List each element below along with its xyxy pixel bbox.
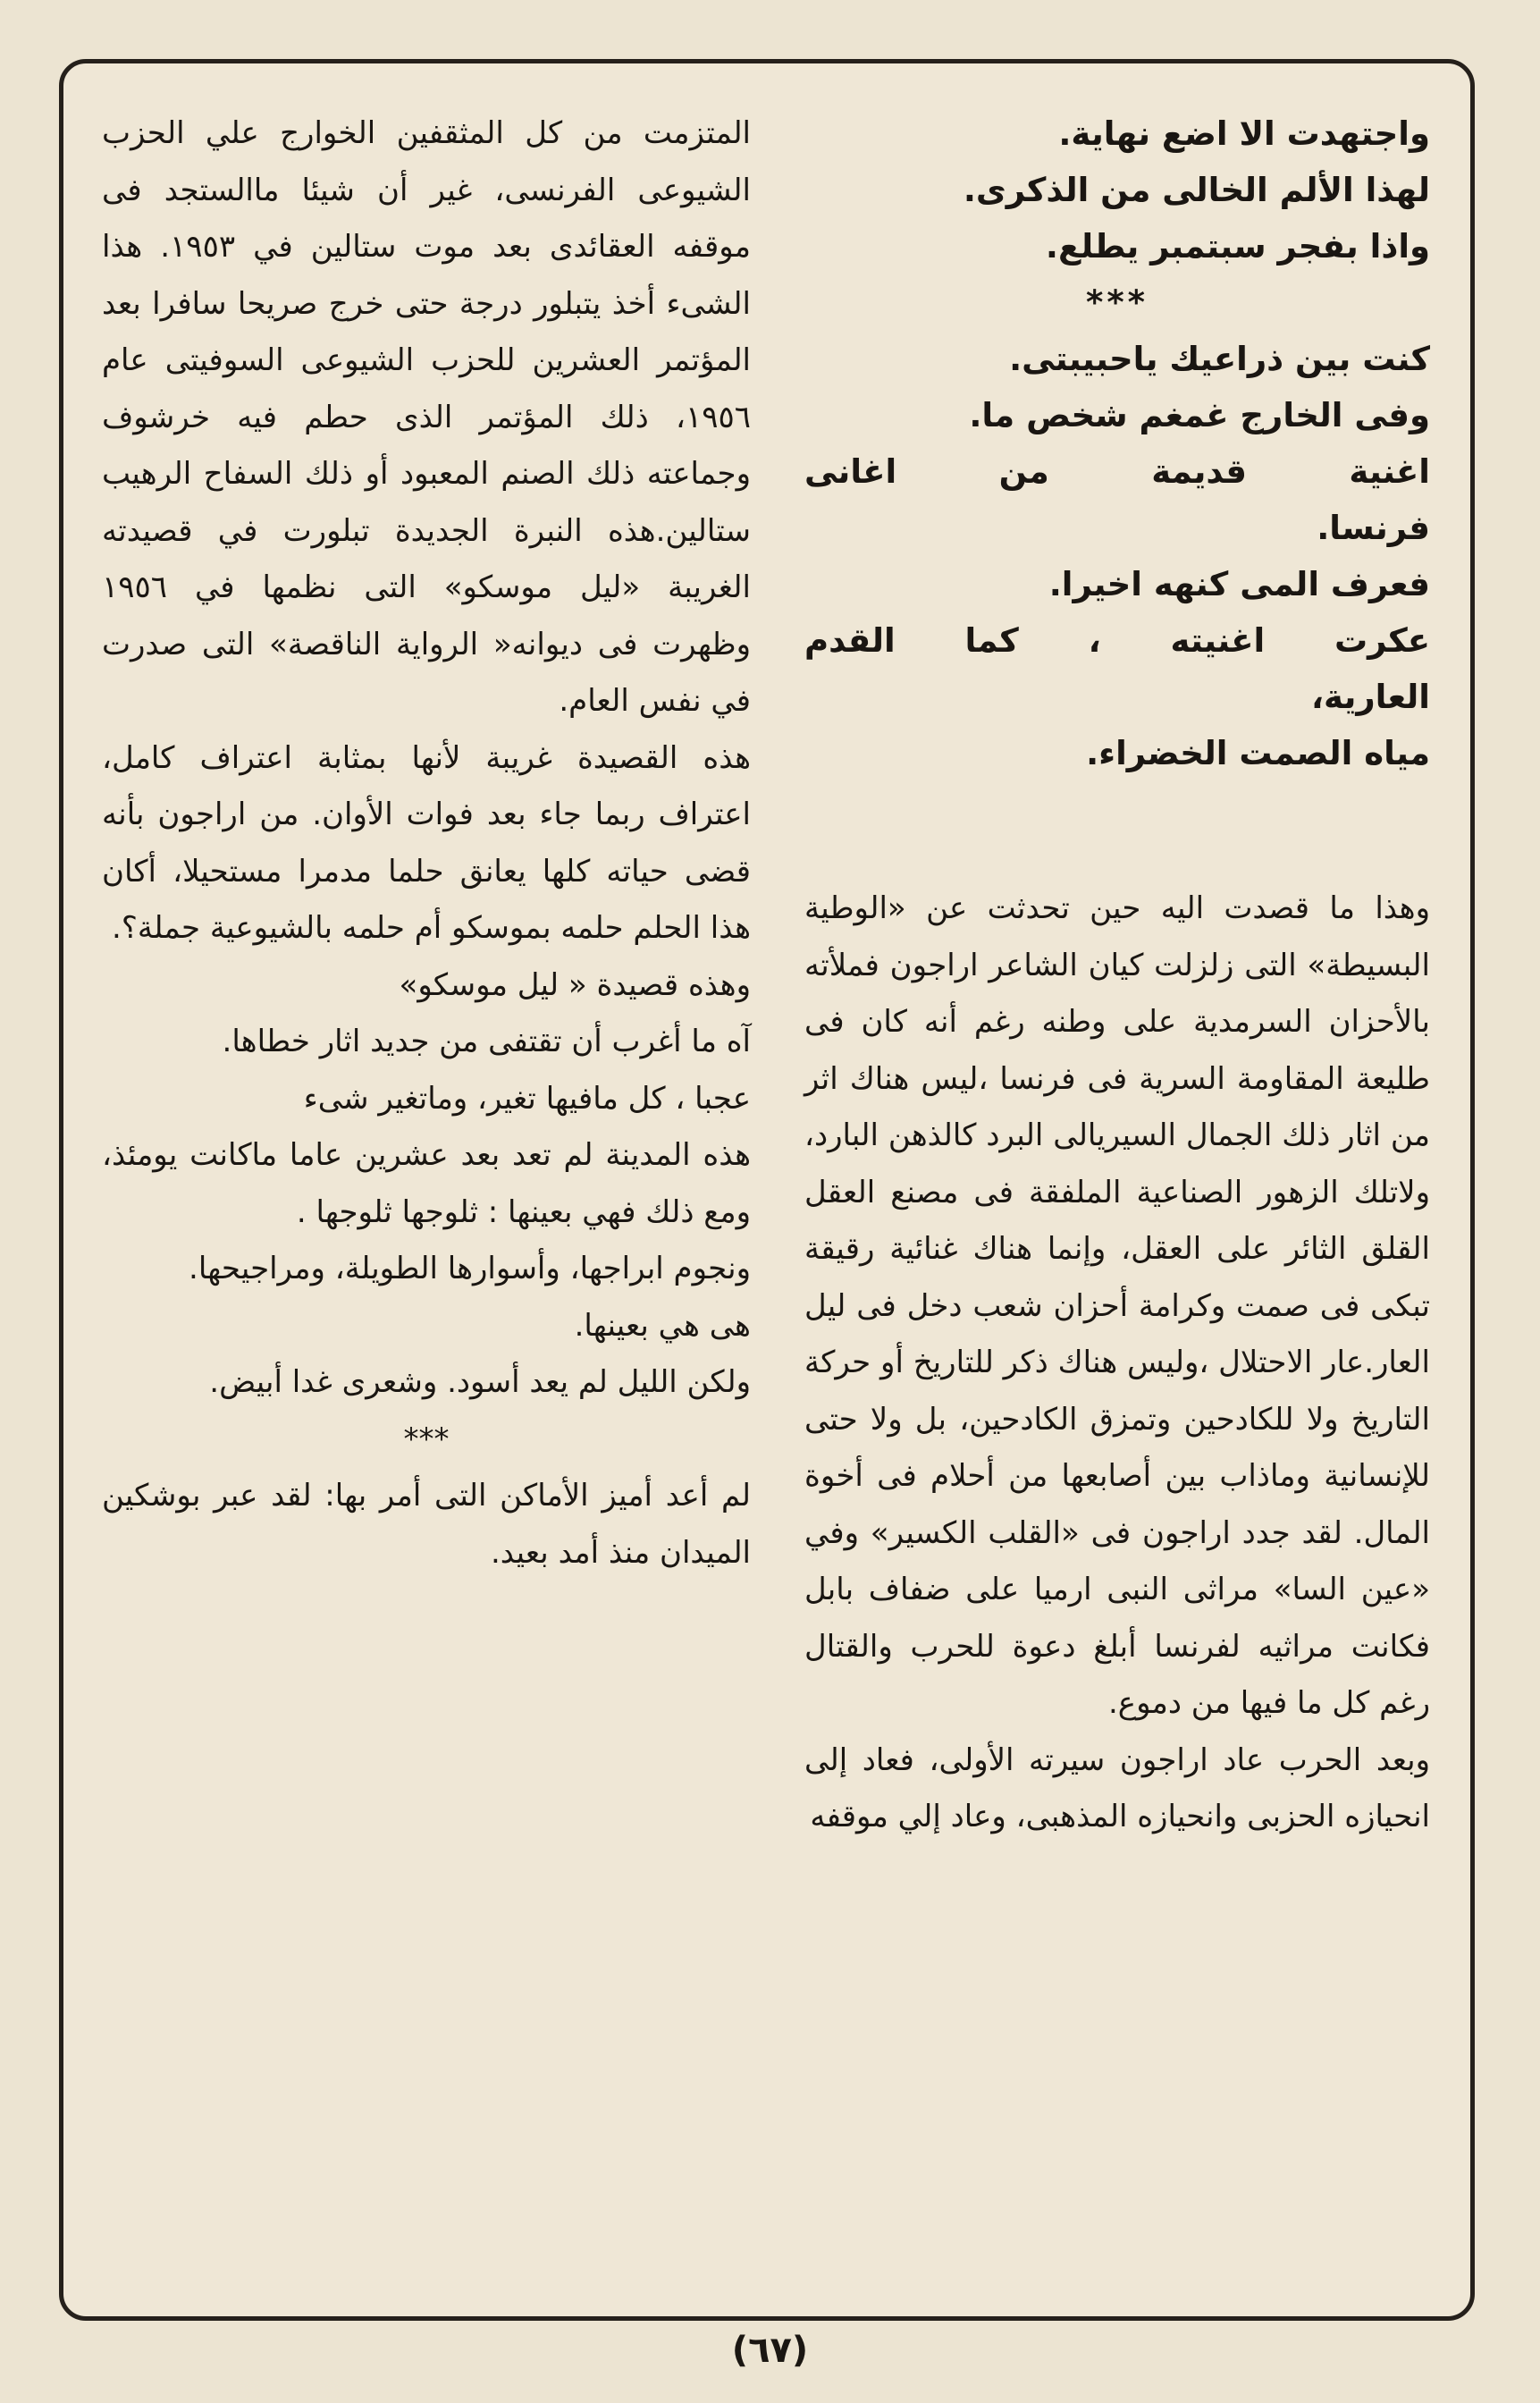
- stanza-separator: ***: [403, 1421, 450, 1457]
- paragraph: وبعد الحرب عاد اراجون سيرته الأولى، فعاد إلى انحيازه الحزبى وانحيازه المذهبى، وعاد إلي موقفه: [804, 1741, 1430, 1834]
- poem-title: وهذه قصيدة « ليل موسكو»: [399, 966, 751, 1003]
- paragraph: المتزمت من كل المثقفين الخوارج علي الحزب الشيوعى الفرنسى، غير أن شيئا ماالستجد فى موقفه العقائدى بعد موت ستالين في ١٩٥٣. هذا الشىء أخذ يتبلور درجة حتى خرج صريحا سافرا بعد المؤتمر العشرين للحزب الشيوعى السوفيتى عام ١٩٥٦، ذلك المؤتمر الذى حطم فيه خرشوف وجماعته ذلك الصنم المعبود أو ذلك السفاح الرهيب ستالين.هذه النبرة الجديدة تبلورت في قصيدته الغريبة «ليل موسكو» التى نظمها في ١٩٥٦ وظهرت فى ديوانه« الرواية الناقصة» التى صدرت في نفس العام.: [102, 115, 751, 719]
- poem-column: [804, 105, 1430, 781]
- poem-line: عجبا ، كل مافيها تغير، وماتغير شىء: [303, 1080, 751, 1117]
- poem-line: هى هي بعينها.: [574, 1307, 751, 1344]
- stanza-separator: ***: [1085, 283, 1149, 322]
- poem-line: آه ما أغرب أن تقتفى من جديد اثار خطاها.: [222, 1024, 751, 1059]
- poem-line: عكرت اغنيته ، كما القدم: [804, 621, 1430, 660]
- poem-line: فرنسا.: [1317, 509, 1430, 547]
- poem-line: كنت بين ذراعيك ياحبيبتى.: [1009, 340, 1430, 378]
- poem-line: هذه المدينة لم تعد بعد عشرين عاما ماكانت يومئذ، ومع ذلك فهي بعينها : ثلوجها ثلوجها .: [102, 1137, 751, 1230]
- poem-line: وفى الخارج غمغم شخص ما.: [969, 396, 1430, 434]
- poem-line: ونجوم ابراجها، وأسوارها الطويلة، ومراجيحها.: [189, 1251, 751, 1286]
- paragraph: هذه القصيدة غريبة لأنها بمثابة اعتراف كامل، اعتراف ربما جاء بعد فوات الأوان. من اراجون بأنه قضى حياته كلها يعانق حلما مدمرا مستحيلا، أكان هذا الحلم حلمه بموسكو أم حلمه بالشيوعية جملة؟.: [102, 739, 751, 946]
- poem-line: ولكن الليل لم يعد أسود. وشعرى غدا أبيض.: [209, 1364, 751, 1400]
- poem-line: واذا بفجر سبتمبر يطلع.: [1045, 227, 1430, 266]
- poem-line: فعرف المى كنهه اخيرا.: [1048, 565, 1430, 603]
- poem-line: مياه الصمت الخضراء.: [1086, 734, 1430, 772]
- poem-line: اغنية قديمة من اغانى: [804, 452, 1430, 491]
- poem-line: لهذا الألم الخالى من الذكرى.: [963, 171, 1430, 209]
- page-number: (٦٧): [731, 2330, 809, 2371]
- poem-line: واجتهدت الا اضع نهاية.: [1058, 114, 1430, 153]
- article-prose-right: [804, 881, 1430, 1846]
- paragraph: وهذا ما قصدت اليه حين تحدثت عن «الوطية البسيطة» التى زلزلت كيان الشاعر اراجون فملأته بالأحزان السرمدية على وطنه رغم أنه كان فى طليعة المقاومة السرية فى فرنسا ،ليس هناك اثر من اثار ذلك الجمال السيريالى البرد كالذهن البارد، ولاتلك الزهور الصناعية الملفقة فى مصنع العقل القلق الثائر على العقل، وإنما هناك غنائية رقيقة تبكى فى صمت وكرامة أحزان شعب دخل فى ليل العار.عار الاحتلال ،وليس هناك ذكر للتاريخ أو حركة التاريخ ولا للكادحين وتمزق الكادحين، بل ولا حتى للإنسانية وماذاب بين أصابعها من أحلام فى أخوة المال. لقد جدد اراجون فى «القلب الكسير» وفي «عين السا» مراثى النبى ارميا على ضفاف بابل فكانت مراثيه لفرنسا أبلغ دعوة للحرب والقتال رغم كل ما فيها من دموع.: [804, 890, 1430, 1721]
- article-column-left: [102, 105, 751, 1581]
- poem-line: لم أعد أميز الأماكن التى أمر بها: لقد عبر بوشكين الميدان منذ أمد بعيد.: [102, 1478, 751, 1571]
- poem-line: العارية،: [1310, 678, 1430, 716]
